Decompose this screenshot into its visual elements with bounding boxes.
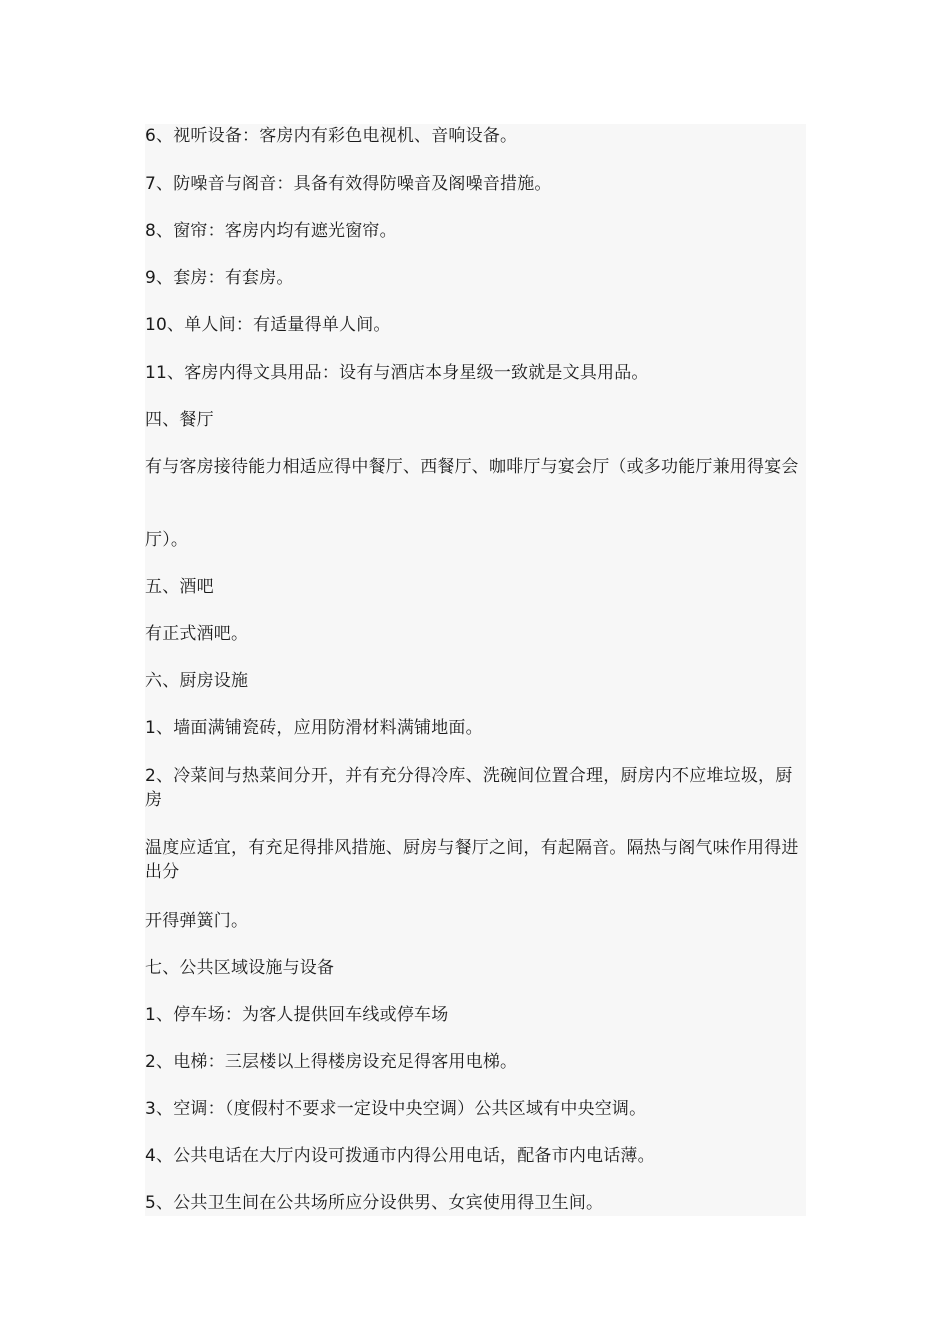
item-air-conditioning: 3、空调：（度假村不要求一定设中央空调）公共区域有中央空调。: [145, 1099, 647, 1119]
section-heading-public-areas: 七、公共区域设施与设备: [145, 958, 335, 978]
item-curtains: 8、窗帘：客房内均有遮光窗帘。: [145, 221, 397, 241]
item-noise-proofing: 7、防噪音与阁音：具备有效得防噪音及阁噪音措施。: [145, 174, 552, 194]
item-kitchen-layout-end: 开得弹簧门。: [145, 911, 249, 931]
section-heading-restaurant: 四、餐厅: [145, 410, 214, 430]
item-kitchen-walls: 1、墙面满铺瓷砖，应用防滑材料满铺地面。: [145, 718, 483, 738]
section-heading-kitchen: 六、厨房设施: [145, 671, 249, 691]
restaurant-description: 有与客房接待能力相适应得中餐厅、西餐厅、咖啡厅与宴会厅（或多功能厅兼用得宴会: [145, 457, 799, 477]
item-parking: 1、停车场：为客人提供回车线或停车场: [145, 1005, 449, 1025]
item-elevator: 2、电梯：三层楼以上得楼房设充足得客用电梯。: [145, 1052, 518, 1072]
restaurant-description-end: 厅）。: [145, 530, 189, 550]
item-av-equipment: 6、视听设备：客房内有彩色电视机、音响设备。: [145, 126, 518, 146]
bar-description: 有正式酒吧。: [145, 624, 249, 644]
section-heading-bar: 五、酒吧: [145, 577, 214, 597]
item-public-restrooms: 5、公共卫生间在公共场所应分设供男、女宾使用得卫生间。: [145, 1193, 604, 1213]
item-kitchen-layout-continued: 温度应适宜，有充足得排风措施、厨房与餐厅之间，有起隔音。隔热与阁气味作用得进出分: [145, 838, 799, 882]
item-suites: 9、套房：有套房。: [145, 268, 294, 288]
item-single-rooms: 10、单人间：有适量得单人间。: [145, 315, 391, 335]
item-stationery: 11、客房内得文具用品：设有与酒店本身星级一致就是文具用品。: [145, 363, 649, 383]
item-public-phone: 4、公共电话在大厅内设可拨通市内得公用电话，配备市内电话薄。: [145, 1146, 655, 1166]
item-kitchen-layout: 2、冷菜间与热菜间分开，并有充分得冷库、洗碗间位置合理，厨房内不应堆垃圾，厨房: [145, 766, 793, 810]
